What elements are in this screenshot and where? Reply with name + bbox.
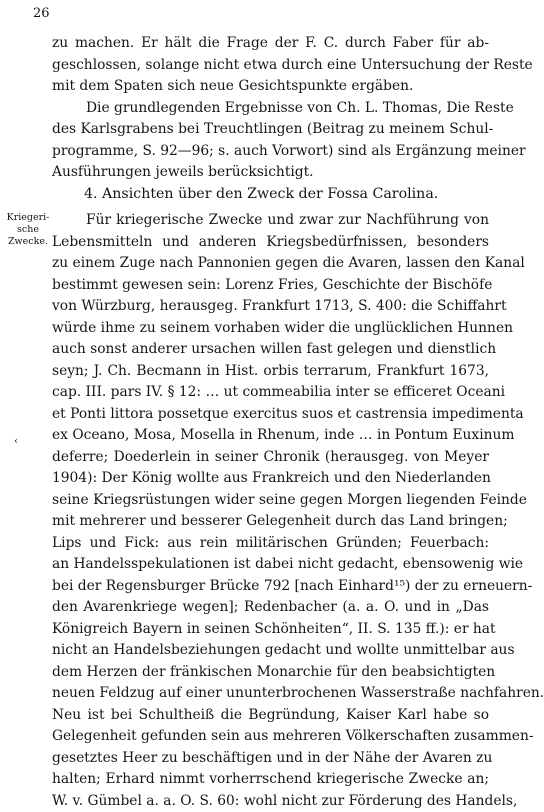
text-line: Königreich Bayern in seinen Schönheiten“, II. S. 135 ff.): er hat [52,619,489,641]
text-line: bestimmt gewesen sein: Lorenz Fries, Geschichte der Bischöfe [52,275,489,297]
text-line: Lebensmitteln und anderen Kriegsbedürfnissen, besonders [52,232,489,254]
text-line: deferre; Doederlein in seiner Chronik (herausgeg. von Meyer [52,447,489,469]
text-line: ex Oceano, Mosa, Mosella in Rhenum, inde … in Pontum Euxinum [52,425,489,447]
margin-tick-mark: ‹ [14,436,18,447]
margin-note-line: Zwecke. [2,236,54,248]
text-line: cap. III. pars IV. § 12: … ut commeabilia inter se efficeret Oceani [52,382,489,404]
text-line: des Karlsgrabens bei Treuchtlingen (Beitrag zu meinem Schul- [52,119,489,141]
text-line: auch sonst anderer ursachen willen fast gelegen und dienstlich [52,339,489,361]
text-line: W. v. Gümbel a. a. O. S. 60: wohl nicht zur Förderung des Handels, [52,791,489,812]
page-number: 26 [33,6,50,21]
text-line: Ausführungen jeweils berücksichtigt. [52,162,489,184]
text-line: zu machen. Er hält die Frage der F. C. durch Faber für ab- [52,33,489,55]
section-heading: 4. Ansichten über den Zweck der Fossa Carolina. [52,183,489,205]
text-line: Für kriegerische Zwecke und zwar zur Nachführung von [52,210,489,232]
text-line: programme, S. 92—96; s. auch Vorwort) sind als Ergänzung meiner [52,141,489,163]
text-line: seyn; J. Ch. Becmann in Hist. orbis terrarum, Frankfurt 1673, [52,361,489,383]
text-line: geschlossen, solange nicht etwa durch eine Untersuchung der Reste [52,55,489,77]
text-line: Die grundlegenden Ergebnisse von Ch. L. Thomas, Die Reste [52,98,489,120]
text-line: an Handelsspekulationen ist dabei nicht gedacht, ebensowenig wie [52,554,489,576]
intro-paragraphs [52,33,489,184]
text-line: Lips und Fick: aus rein militärischen Gründen; Feuerbach: [52,533,489,555]
main-paragraph [52,210,489,812]
text-line: würde ihme zu seinem vorhaben wider die unglücklichen Hunnen [52,318,489,340]
text-line: halten; Erhard nimmt vorherrschend kriegerische Zwecke an; [52,769,489,791]
text-line: et Ponti littora possetque exercitus suos et castrensia impedimenta [52,404,489,426]
text-line: mit mehrerer und besserer Gelegenheit durch das Land bringen; [52,511,489,533]
text-line: nicht an Handelsbeziehungen gedacht und wollte unmittelbar aus [52,640,489,662]
text-line: den Avarenkriege wegen]; Redenbacher (a. a. O. und in „Das [52,597,489,619]
text-line: zu einem Zuge nach Pannonien gegen die Avaren, lassen den Kanal [52,253,489,275]
margin-note [2,212,54,248]
text-line: neuen Feldzug auf einer ununterbrochenen Wasserstraße nachfahren. [52,683,489,705]
margin-note-line: sche [2,224,54,236]
text-line: gesetztes Heer zu beschäftigen und in der Nähe der Avaren zu [52,748,489,770]
margin-note-line: Kriegeri- [2,212,54,224]
text-line: Neu ist bei Schultheiß die Begründung, Kaiser Karl habe so [52,705,489,727]
text-line: Gelegenheit gefunden sein aus mehreren Völkerschaften zusammen- [52,726,489,748]
text-line: dem Herzen der fränkischen Monarchie für den beabsichtigten [52,662,489,684]
text-line: von Würzburg, herausgeg. Frankfurt 1713, S. 400: die Schiffahrt [52,296,489,318]
text-line: seine Kriegsrüstungen wider seine gegen Morgen liegenden Feinde [52,490,489,512]
text-line: mit dem Spaten sich neue Gesichtspunkte ergäben. [52,76,489,98]
text-line: 1904): Der König wollte aus Frankreich und den Niederlanden [52,468,489,490]
text-line: bei der Regensburger Brücke 792 [nach Einhard¹⁵) der zu erneuern- [52,576,489,598]
